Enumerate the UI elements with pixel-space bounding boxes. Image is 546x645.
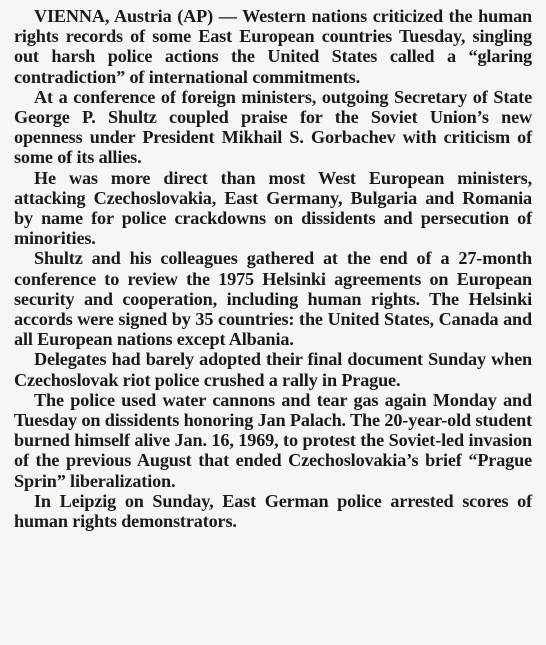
article-paragraph-7: In Leipzig on Sunday, East German police arrested scores of human rights demonstrators. — [14, 490, 532, 532]
article-paragraph-5: Delegates had barely adopted their final document Sunday when Czechoslovak riot police crushed a rally in Prague. — [14, 349, 532, 390]
article-paragraph-4: Shultz and his colleagues gathered at the end of a 27-month conference to review the 1975 Helsinki agreements on European security and cooperation, including human rights. The Helsinki accords were signed by 35 countries: the United States, Canada and all European nations except Albania. — [14, 248, 532, 350]
article-paragraph-3: He was more direct than most West European ministers, attacking Czechoslovakia, East Germany, Bulgaria and Romania by name for police crackdowns on dissidents and persecution of minorities. — [14, 167, 532, 249]
article-paragraph-2: At a conference of foreign ministers, outgoing Secretary of State George P. Shultz coupled praise for the Soviet Union’s new openness under President Mikhail S. Gorbachev with criticism of some of its allies. — [14, 86, 532, 168]
article-paragraph-1: VIENNA, Austria (AP) — Western nations criticized the human rights records of some East European countries Tuesday, singling out harsh police actions the United States called a “glaring contradiction” of international commitments. — [14, 6, 532, 87]
article-paragraph-6: The police used water cannons and tear gas again Monday and Tuesday on dissidents honoring Jan Palach. The 20-year-old student burned himself alive Jan. 16, 1969, to protest the Soviet-led invasion of the previous August that ended Czechoslovakia’s brief “Prague Sprin” liberalization. — [14, 389, 532, 491]
